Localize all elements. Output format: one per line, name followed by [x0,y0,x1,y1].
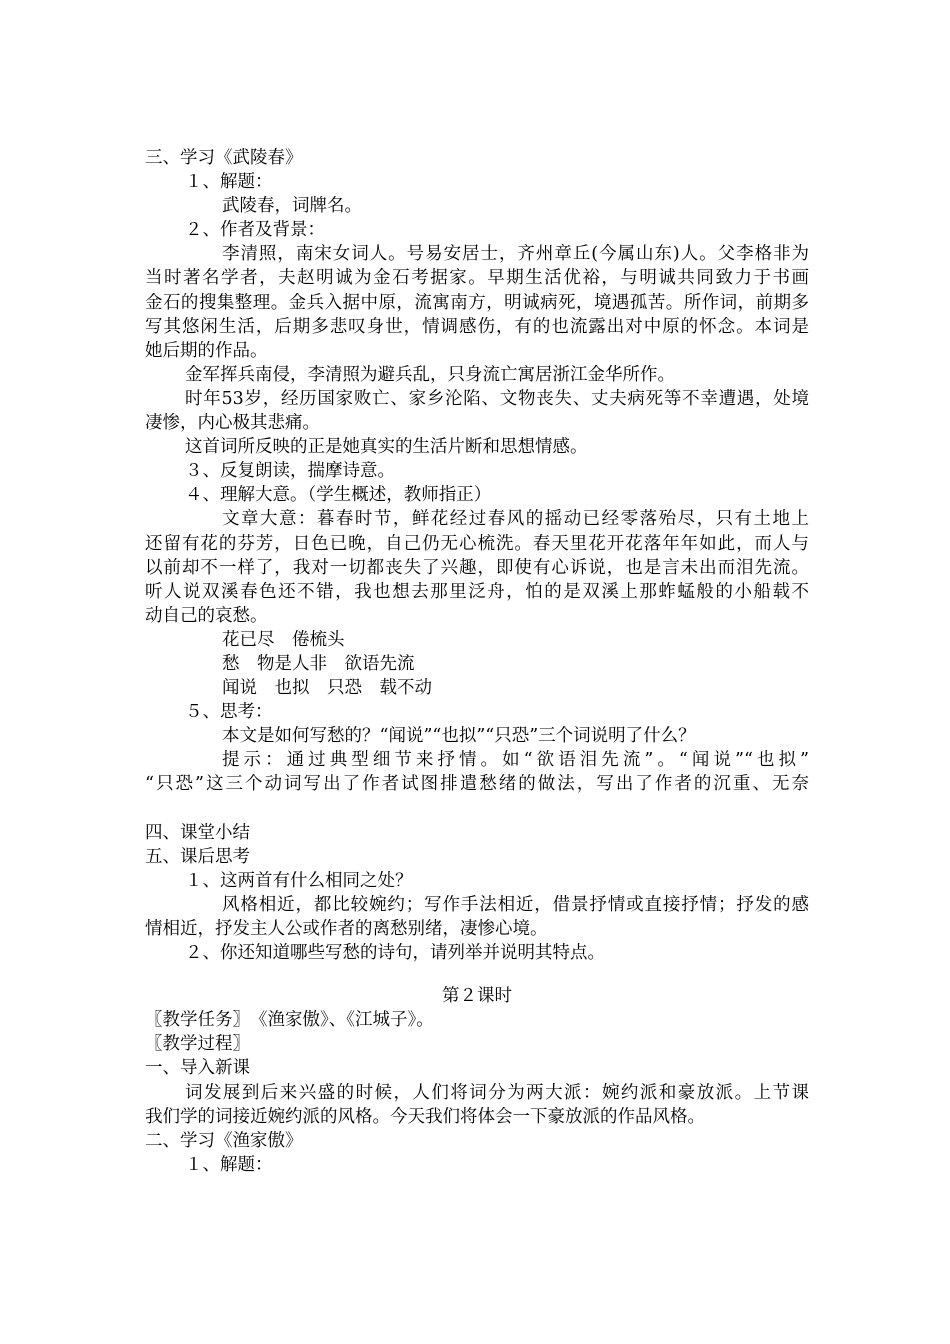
subheading: １、这两首有什么相同之处？ [185,870,413,891]
section-title: 五、课后思考 [145,846,250,867]
paragraph: 武陵春，词牌名。 [222,196,362,217]
answer-line: 风格相近，都比较婉约；写作手法相近，借景抒情或直接抒情；抒发的感 [222,894,809,915]
paragraph-line: 时年53岁，经历国家败亡、家乡沦陷、文物丧失、丈夫病死等不幸遭遇，处境 [185,388,809,409]
blank-line [145,965,809,984]
paragraph-line: 李清照，南宋女词人。号易安居士，齐州章丘(今属山东)人。父李格非为 [222,244,809,265]
subheading: ４、理解大意。（学生概述，教师指正） [185,485,492,506]
question: 本文是如何写愁的？“闻说”“也拟”“只恐”三个词说明了什么？ [222,726,696,747]
subheading: １、解题： [185,1154,273,1175]
section-title: 四、课堂小结 [145,822,250,843]
answer-line: 提示：通过典型细节来抒情。如“欲语泪先流”。“闻说”“也拟” [222,750,809,771]
paragraph-line: 以前却不一样了，我对一切都丧失了兴趣，即使有心诉说，也是言未出而泪先流。 [145,557,809,578]
subheading: １、解题： [185,172,273,193]
paragraph-line: 文章大意：暮春时节，鲜花经过春风的摇动已经零落殆尽，只有土地上 [222,509,809,530]
paragraph-line: 金石的搜集整理。金兵入据中原，流寓南方，明诚病死，境遇孤苦。所作词，前期多 [145,292,809,313]
paragraph: 金军挥兵南侵，李清照为避兵乱，只身流亡寓居浙江金华所作。 [185,364,675,385]
teaching-task: 〖教学任务〗 《渔家傲》、《江城子》。 [145,1010,434,1031]
subheading: ５、思考： [185,702,273,723]
section-title: 二、学习《渔家傲》 [145,1130,303,1151]
paragraph-line: 当时著名学者，夫赵明诚为金石考据家。早期生活优裕，与明诚共同致力于书画 [145,268,809,289]
paragraph-line: 凄惨，内心极其悲痛。 [145,413,320,434]
paragraph-line: 还留有花的芬芳，日色已晚，自己仍无心梳洗。春天里花开花落年年如此，而人与 [145,533,809,554]
subheading: ２、作者及背景： [185,220,325,241]
keyword-line: 花已尽 倦梳头 [222,629,345,650]
lesson-heading: 第２课时 [442,986,512,1007]
keyword-line: 闻说 也拟 只恐 载不动 [222,678,432,699]
paragraph: 这首词所反映的正是她真实的生活片断和思想情感。 [185,437,588,458]
paragraph-line: 词发展到后来兴盛的时候，人们将词分为两大派：婉约派和豪放派。上节课 [185,1082,809,1103]
paragraph-line: 动自己的哀愁。 [145,605,268,626]
section-title: 三、学习《武陵春》 [145,148,303,168]
answer-line: “只恐”这三个动词写出了作者试图排遣愁绪的做法，写出了作者的沉重、无奈 [145,774,809,795]
teaching-process: 〖教学过程〗 [145,1034,250,1055]
paragraph-line: 写其悠闲生活，后期多悲叹身世，情调感伤，有的也流露出对中原的怀念。本词是 [145,316,809,337]
paragraph-line: 我们学的词接近婉约派的风格。今天我们将体会一下豪放派的作品风格。 [145,1106,705,1127]
section-title: 一、导入新课 [145,1058,250,1079]
subheading: ２、你还知道哪些写愁的诗句，请列举并说明其特点。 [185,943,605,964]
keyword-line: 愁 物是人非 欲语先流 [222,653,415,674]
paragraph-line: 她后期的作品。 [145,340,268,361]
paragraph-line: 听人说双溪春色还不错，我也想去那里泛舟，怕的是双溪上那蚱蜢般的小船载不 [145,581,809,602]
answer-line: 情相近，抒发主人公或作者的离愁别绪，凄惨心境。 [145,919,548,939]
document-page [145,146,809,1177]
subheading: ３、反复朗读，揣摩诗意。 [185,461,395,482]
blank-line [145,797,809,821]
